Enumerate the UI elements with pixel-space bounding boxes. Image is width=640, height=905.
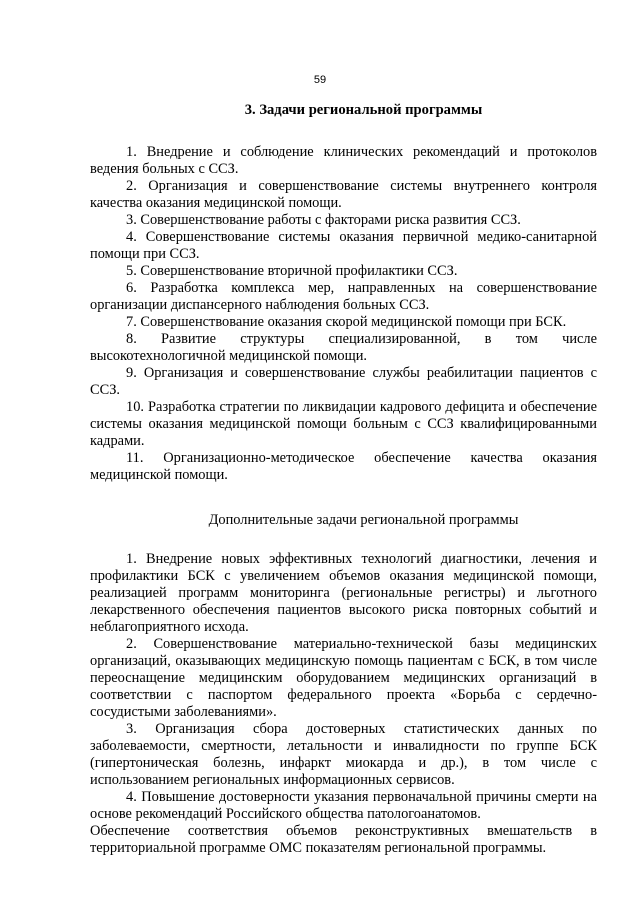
page-number: 59 xyxy=(313,74,327,86)
task-item-1: 1. Внедрение и соблюдение клинических рекомендаций и протоколов ведения больных с ССЗ. xyxy=(90,144,597,177)
task-item-7: 7. Совершенствование оказания скорой медицинской помощи при БСК. xyxy=(126,314,567,330)
task-item-6: 6. Разработка комплекса мер, направленных на совершенствование организации диспансерного наблюдения больных ССЗ. xyxy=(90,280,597,313)
tasks-list xyxy=(90,144,597,484)
task-item-5: 5. Совершенствование вторичной профилактики ССЗ. xyxy=(126,263,458,279)
additional-task-item-3: 3. Организация сбора достоверных статистических данных по заболеваемости, смертности, летальности и инвалидности по группе БСК (гипертоническая болезнь, инфаркт миокарда и др.), в том числе с использованием региональных информационных сервисов. xyxy=(90,721,597,788)
task-item-9: 9. Организация и совершенствование службы реабилитации пациентов с ССЗ. xyxy=(90,365,597,398)
additional-tasks-title: Дополнительные задачи региональной программы xyxy=(208,512,519,528)
additional-task-item-2: 2. Совершенствование материально-технической базы медицинских организаций, оказывающих медицинскую помощь пациентам с БСК, в том числе переоснащение медицинским оборудованием медицинских организаций в соответствии с паспортом федерального проекта «Борьба с сердечно-сосудистыми заболеваниями». xyxy=(90,636,597,720)
additional-task-item-4: 4. Повышение достоверности указания первоначальной причины смерти на основе рекомендаций Российского общества патологоанатомов. xyxy=(90,789,597,822)
task-item-4: 4. Совершенствование системы оказания первичной медико-санитарной помощи при ССЗ. xyxy=(90,229,597,262)
additional-tasks-list xyxy=(90,551,597,857)
task-item-3: 3. Совершенствование работы с факторами риска развития ССЗ. xyxy=(126,212,521,228)
additional-task-item-1: 1. Внедрение новых эффективных технологий диагностики, лечения и профилактики БСК с увеличением объемов оказания медицинской помощи, реализацией программ мониторинга (региональные регистры) и льготного лекарственного обеспечения пациентов высокого риска повторных событий и неблагоприятного исхода. xyxy=(90,551,597,635)
document-body xyxy=(90,102,597,857)
task-item-11: 11. Организационно-методическое обеспечение качества оказания медицинской помощи. xyxy=(90,450,597,483)
task-item-8: 8. Развитие структуры специализированной, в том числе высокотехнологичной медицинской помощи. xyxy=(90,331,597,364)
task-item-2: 2. Организация и совершенствование системы внутреннего контроля качества оказания медицинской помощи. xyxy=(90,178,597,211)
closing-paragraph: Обеспечение соответствия объемов реконструктивных вмешательств в территориальной программе ОМС показателям региональной программы. xyxy=(90,823,597,856)
section-title: 3. Задачи региональной программы xyxy=(244,102,483,118)
task-item-10: 10. Разработка стратегии по ликвидации кадрового дефицита и обеспечение системы оказания медицинской помощи больным с ССЗ квалифицированными кадрами. xyxy=(90,399,597,449)
